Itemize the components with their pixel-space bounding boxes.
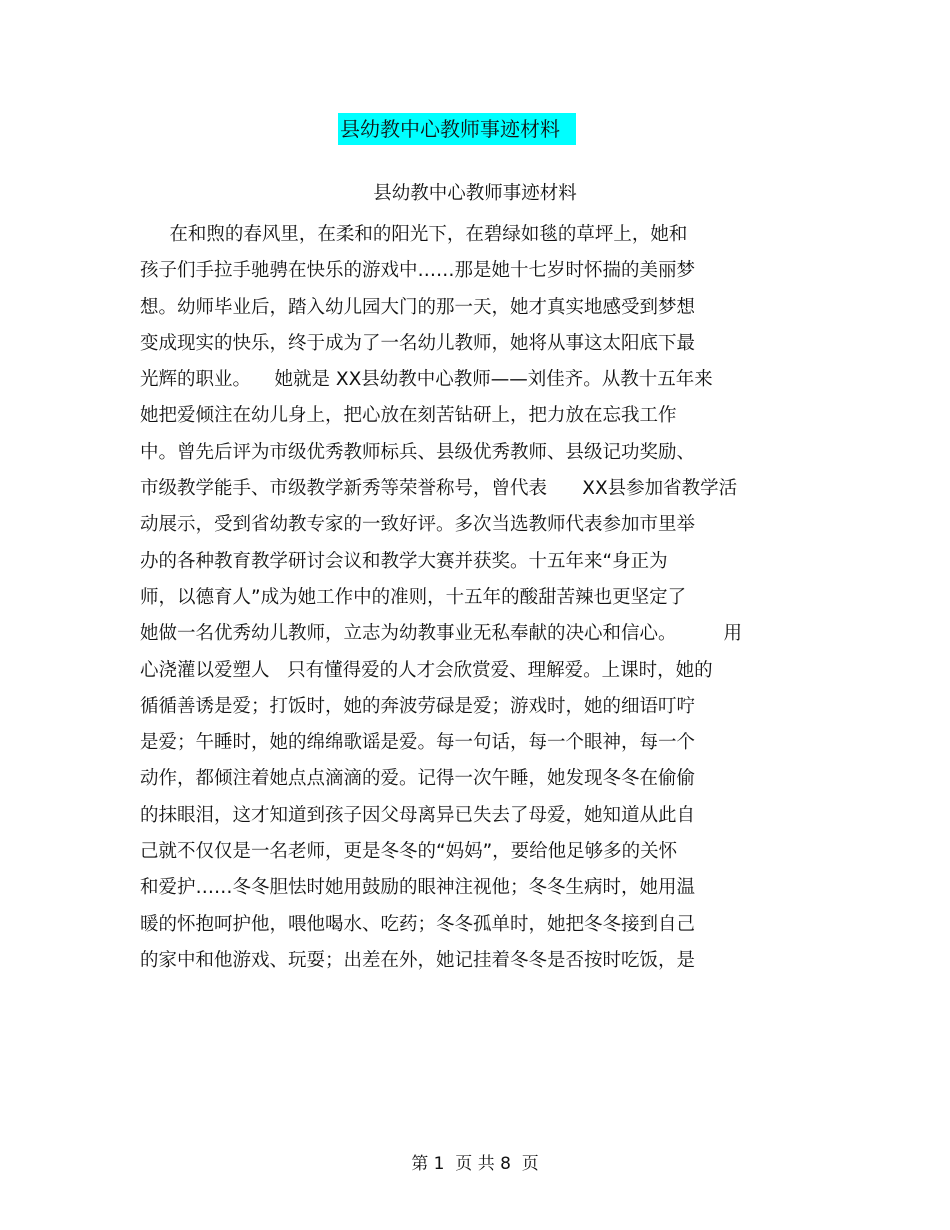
body-line: 想。幼师毕业后，踏入幼儿园大门的那一天，她才真实地感受到梦想 [140, 296, 696, 318]
body-line: 在和煦的春风里，在柔和的阳光下，在碧绿如毯的草坪上，她和 [140, 224, 688, 245]
body-line: 光辉的职业。 她就是 XX县幼教中心教师——刘佳齐。从教十五年来 [140, 369, 713, 391]
body-line: 循循善诱是爱；打饭时，她的奔波劳碌是爱；游戏时，她的细语叮咛 [140, 695, 696, 717]
body-line: 她把爱倾注在幼儿身上，把心放在刻苦钻研上，把力放在忘我工作 [140, 405, 677, 427]
body-line: 变成现实的快乐，终于成为了一名幼儿教师，她将从事这太阳底下最 [140, 332, 696, 354]
body-line: 心浇灌以爱塑人 只有懂得爱的人才会欣赏爱、理解爱。上课时，她的 [140, 659, 713, 681]
body-line: 暖的怀抱呵护他，喂他喝水、吃药；冬冬孤单时，她把冬冬接到自己 [140, 913, 696, 935]
body-line: 己就不仅仅是一名老师，更是冬冬的“妈妈”，要给他足够多的关怀 [140, 841, 678, 863]
body-line: 和爱护……冬冬胆怯时她用鼓励的眼神注视他；冬冬生病时，她用温 [140, 877, 696, 899]
document-subtitle: 县幼教中心教师事迹材料 [373, 183, 577, 204]
body-line: 是爱；午睡时，她的绵绵歌谣是爱。每一句话，每一个眼神，每一个 [140, 732, 696, 754]
body-line: 她做一名优秀幼儿教师，立志为幼教事业无私奉献的决心和信心。 用 [140, 623, 743, 645]
body-line: 动展示，受到省幼教专家的一致好评。多次当选教师代表参加市里举 [140, 514, 696, 536]
body-line: 师，以德育人”成为她工作中的准则，十五年的酸甜苦辣也更坚定了 [140, 586, 687, 608]
document-body [140, 217, 840, 979]
body-line: 的家中和他游戏、玩耍；出差在外，她记挂着冬冬是否按时吃饭，是 [140, 949, 696, 971]
body-line: 市级教学能手、市级教学新秀等荣誉称号，曾代表 XX县参加省教学活 [140, 478, 738, 500]
body-line: 孩子们手拉手驰骋在快乐的游戏中……那是她十七岁时怀揣的美丽梦 [140, 260, 696, 282]
page-footer: 第 1 页 共 8 页 [411, 1154, 539, 1174]
body-line: 的抹眼泪，这才知道到孩子因父母离异已失去了母爱，她知道从此自 [140, 804, 696, 826]
body-line: 办的各种教育教学研讨会议和教学大赛并获奖。十五年来“身正为 [140, 550, 668, 572]
body-line: 中。曾先后评为市级优秀教师标兵、县级优秀教师、县级记功奖励、 [140, 441, 696, 463]
document-title: 县幼教中心教师事迹材料 [338, 113, 576, 145]
body-line: 动作，都倾注着她点点滴滴的爱。记得一次午睡，她发现冬冬在偷偷 [140, 768, 696, 790]
